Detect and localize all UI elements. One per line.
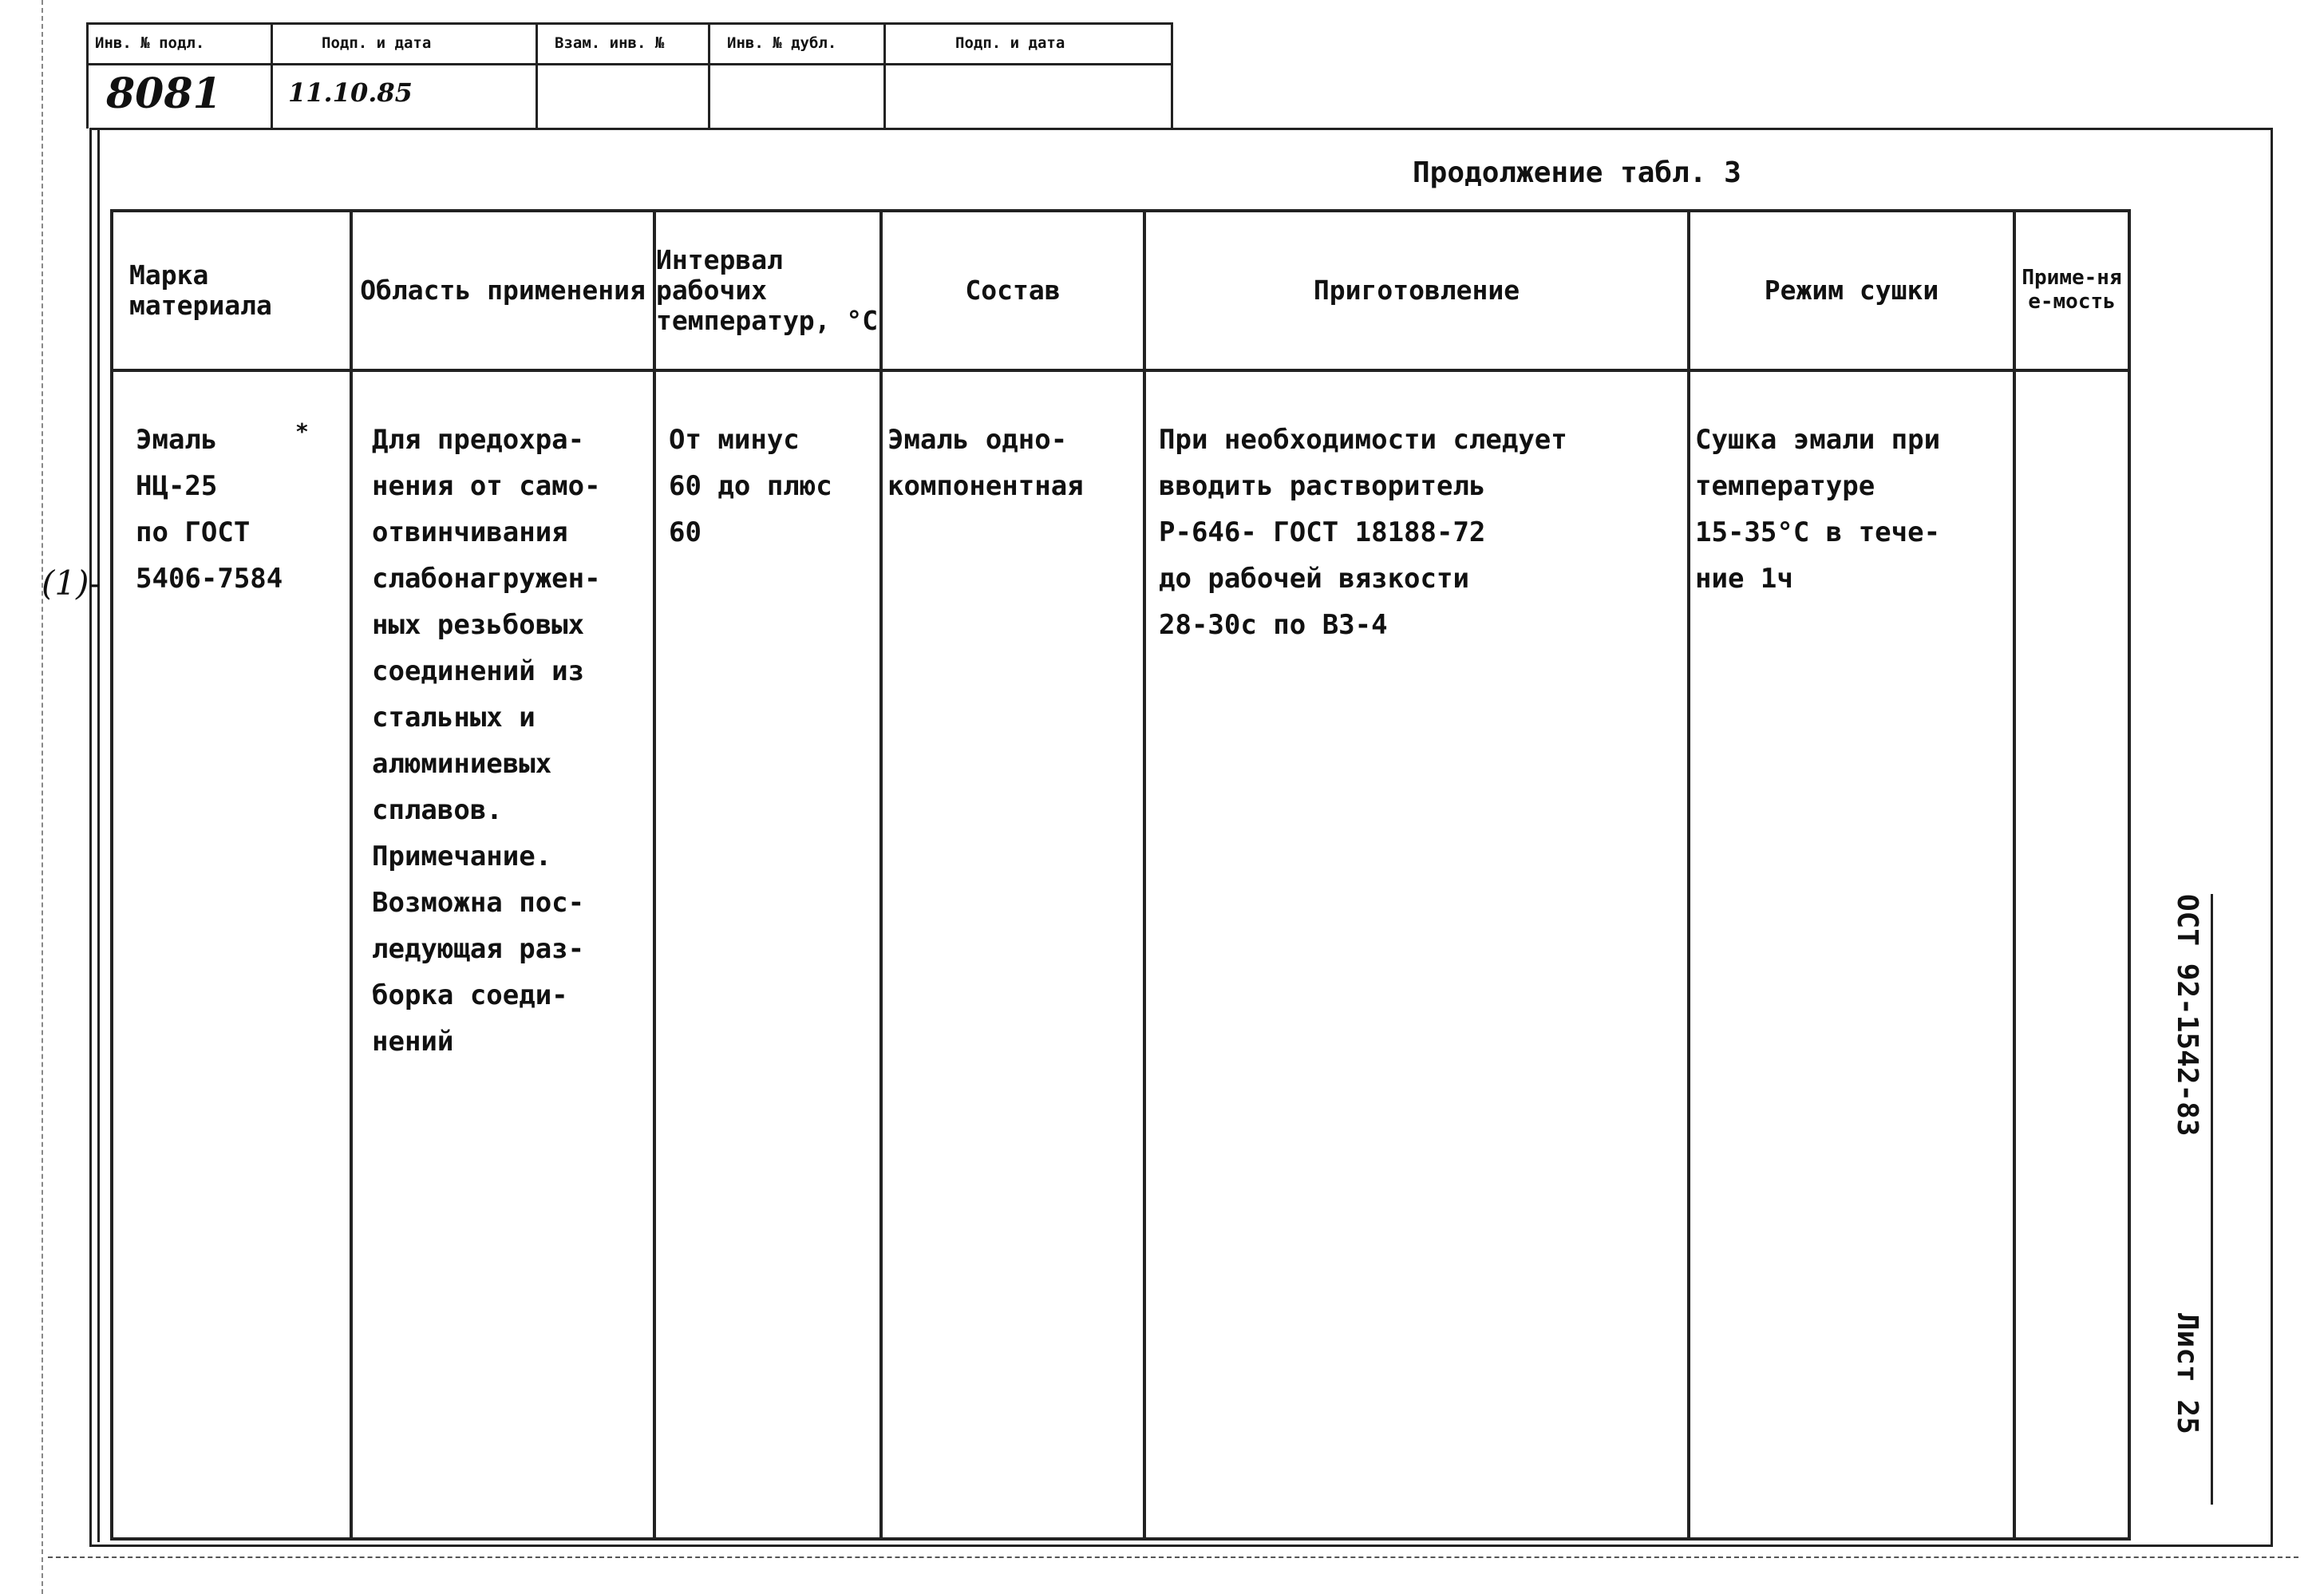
header-separator (113, 369, 2128, 372)
scan-edge-left (42, 0, 43, 1594)
header-composition: Состав (965, 275, 1061, 307)
stamp-inv-number: 8081 (106, 69, 222, 118)
document-designation-block (2171, 894, 2219, 1509)
document-code: ОСТ 92-1542-83 (2171, 894, 2203, 1137)
cell-mark (136, 417, 309, 602)
stamp-header-sign-date-2: Подп. и дата (955, 34, 1065, 52)
column-divider (1687, 212, 1690, 1537)
header-interval: Интервал рабочих температур, °С (656, 244, 879, 336)
stamp-divider (708, 25, 710, 129)
revision-margin-mark: (1)- (42, 564, 101, 603)
stamp-divider (271, 25, 273, 129)
column-divider (2013, 212, 2016, 1537)
scan-edge-bottom (48, 1556, 2298, 1558)
cell-area: Для предохра- нения от само- отвинчивания слабонагружен- ных резьбовых соединений из стальных и алюминиевых сплавов. Примечание. Возможна пос- ледующая раз- борка соеди- нений (372, 424, 601, 1058)
header-applicability: Приме-няе-мость (2022, 266, 2122, 314)
sheet-label-text: Лист (2171, 1313, 2203, 1382)
column-divider (1143, 212, 1146, 1537)
sheet-number: 25 (2171, 1399, 2203, 1434)
stamp-header-inv-original: Инв. № подл. (95, 34, 205, 52)
stamp-signature-date: 11.10.85 (288, 77, 413, 108)
header-area: Область применения (360, 275, 646, 307)
cell-interval: От минус 60 до плюс 60 (669, 424, 832, 548)
cell-mark-text: Эмаль НЦ-25 по ГОСТ 5406-7584 (136, 424, 283, 595)
page-frame-binding-line (97, 128, 100, 1542)
column-divider (879, 212, 883, 1537)
stamp-divider (883, 25, 886, 129)
cell-drying: Сушка эмали при температуре 15-35°С в тече- ние 1ч (1695, 424, 1941, 595)
cell-preparation: При необходимости следует вводить растворитель Р-646- ГОСТ 18188-72 до рабочей вязкости 28-30с по ВЗ-4 (1159, 424, 1567, 641)
stamp-header-replaced-inv: Взам. инв. № (555, 34, 665, 52)
table-caption: Продолжение табл. 3 (1413, 156, 1741, 189)
stamp-header-inv-duplicate: Инв. № дубл. (727, 34, 837, 52)
sheet-label (2171, 1313, 2203, 1434)
column-divider (350, 212, 353, 1537)
stamp-divider (536, 25, 538, 129)
stamp-header-sign-date: Подп. и дата (322, 34, 432, 52)
column-divider (653, 212, 656, 1537)
cell-composition: Эмаль одно- компонентная (887, 424, 1084, 502)
binding-stamp-box (86, 22, 1173, 129)
header-mark: Марка материала (129, 259, 272, 321)
header-drying: Режим сушки (1764, 275, 1939, 307)
designation-underline (2211, 894, 2213, 1505)
cell-mark-asterisk: * (295, 418, 309, 445)
header-preparation: Приготовление (1313, 275, 1520, 307)
